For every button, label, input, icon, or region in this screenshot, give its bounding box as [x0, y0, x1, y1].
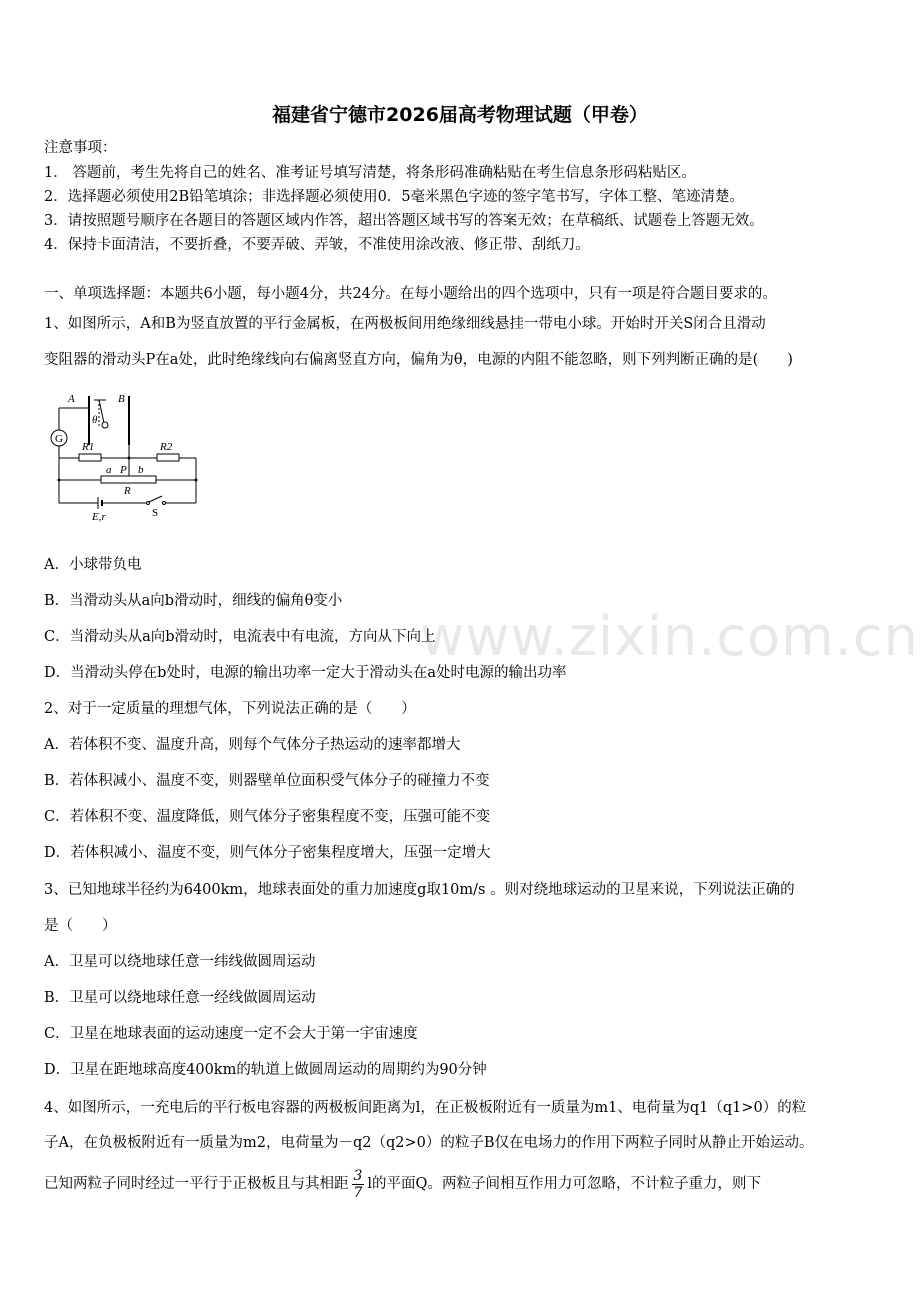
label-b: b: [138, 464, 144, 476]
q3-option: B．卫星可以绕地球任意一经线做圆周运动: [44, 990, 316, 1006]
q2-option: C．若体积不变、温度降低，则气体分子密集程度不变，压强可能不变: [44, 809, 491, 825]
q1-option: D．当滑动头停在b处时，电源的输出功率一定大于滑动头在a处时电源的输出功率: [44, 665, 567, 681]
fraction-numerator: 3: [353, 1167, 363, 1184]
label-G: G: [55, 433, 63, 445]
label-R1: R1: [82, 441, 95, 453]
notice-item: 4．保持卡面清洁，不要折叠，不要弄破、弄皱，不准使用涂改液、修正带、刮纸刀。: [44, 237, 590, 253]
label-Er: E,r: [92, 511, 106, 523]
notice-item: 1． 答题前，考生先将自己的姓名、准考证号填写清楚，将条形码准确粘贴在考生信息条形码粘贴区。: [44, 165, 696, 181]
fraction-denominator: 7: [353, 1184, 363, 1201]
q1-option: C．当滑动头从a向b滑动时，电流表中有电流，方向从下向上: [44, 629, 436, 645]
notice-item: 3．请按照题号顺序在各题目的答题区域内作答，超出答题区域书写的答案无效；在草稿纸、试题卷上答题无效。: [44, 213, 764, 229]
label-R2: R2: [160, 441, 173, 453]
circuit-diagram: [44, 388, 204, 523]
q2-option: D．若体积减小、温度不变，则气体分子密集程度增大，压强一定增大: [44, 845, 491, 861]
notice-item: 2．选择题必须使用2B铅笔填涂；非选择题必须使用0．5毫米黑色字迹的签字笔书写，字体工整、笔迹清楚。: [44, 189, 745, 205]
q4-stem-line3: [44, 1166, 761, 1202]
q2-option: B．若体积减小、温度不变，则器壁单位面积受气体分子的碰撞力不变: [44, 773, 490, 789]
q3-option: C．卫星在地球表面的运动速度一定不会大于第一宇宙速度: [44, 1026, 418, 1042]
q2-option: A．若体积不变、温度升高，则每个气体分子热运动的速率都增大: [44, 737, 461, 753]
q1-option: A．小球带负电: [44, 557, 142, 573]
q3-option: D．卫星在距地球高度400km的轨道上做圆周运动的周期约为90分钟: [44, 1062, 487, 1078]
fraction: [352, 1168, 365, 1201]
q1-stem-line1: 1、如图所示，A和B为竖直放置的平行金属板，在两极板间用绝缘细线悬挂一带电小球。开始时开关S闭合且滑动: [44, 316, 766, 332]
q1-option: B．当滑动头从a向b滑动时，细线的偏角θ变小: [44, 593, 343, 609]
q4-line3-post: l的平面Q。两粒子间相互作用力可忽略，不计粒子重力，则下: [367, 1176, 761, 1192]
label-a: a: [106, 464, 112, 476]
section-heading: 一、单项选择题：本题共6小题，每小题4分，共24分。在每小题给出的四个选项中，只有一项是符合题目要求的。: [44, 286, 777, 302]
q1-stem-line2: 变阻器的滑动头P在a处，此时绝缘线向右偏离竖直方向，偏角为θ，电源的内阻不能忽略，则下列判断正确的是( ): [44, 352, 793, 368]
label-P: P: [120, 464, 127, 476]
q2-stem: 2、对于一定质量的理想气体，下列说法正确的是（ ）: [44, 701, 416, 717]
label-theta: θ: [92, 414, 98, 426]
q3-option: A．卫星可以绕地球任意一纬线做圆周运动: [44, 954, 316, 970]
q4-stem-line1: 4、如图所示，一充电后的平行板电容器的两极板间距离为l，在正极板附近有一质量为m1、电荷量为q1（q1>0）的粒: [44, 1100, 807, 1116]
label-A: A: [68, 393, 75, 405]
watermark: www.zixin.com.cn: [420, 605, 919, 668]
q4-stem-line2: 子A，在负极板附近有一质量为m2，电荷量为－q2（q2>0）的粒子B仅在电场力的作用下两粒子同时从静止开始运动。: [44, 1135, 814, 1151]
label-R: R: [124, 485, 131, 497]
q3-stem-line1: 3、已知地球半径约为6400km，地球表面处的重力加速度g取10m/s 。则对绕地球运动的卫星来说，下列说法正确的: [44, 882, 795, 898]
label-S: S: [152, 507, 159, 519]
notice-heading: 注意事项：: [44, 140, 117, 156]
q3-stem-line2: 是（ ）: [44, 918, 117, 934]
q4-line3-pre: 已知两粒子同时经过一平行于正极板且与其相距: [44, 1176, 349, 1192]
page-title: 福建省宁德市2026届高考物理试题（甲卷）: [272, 104, 648, 126]
label-B: B: [118, 393, 125, 405]
